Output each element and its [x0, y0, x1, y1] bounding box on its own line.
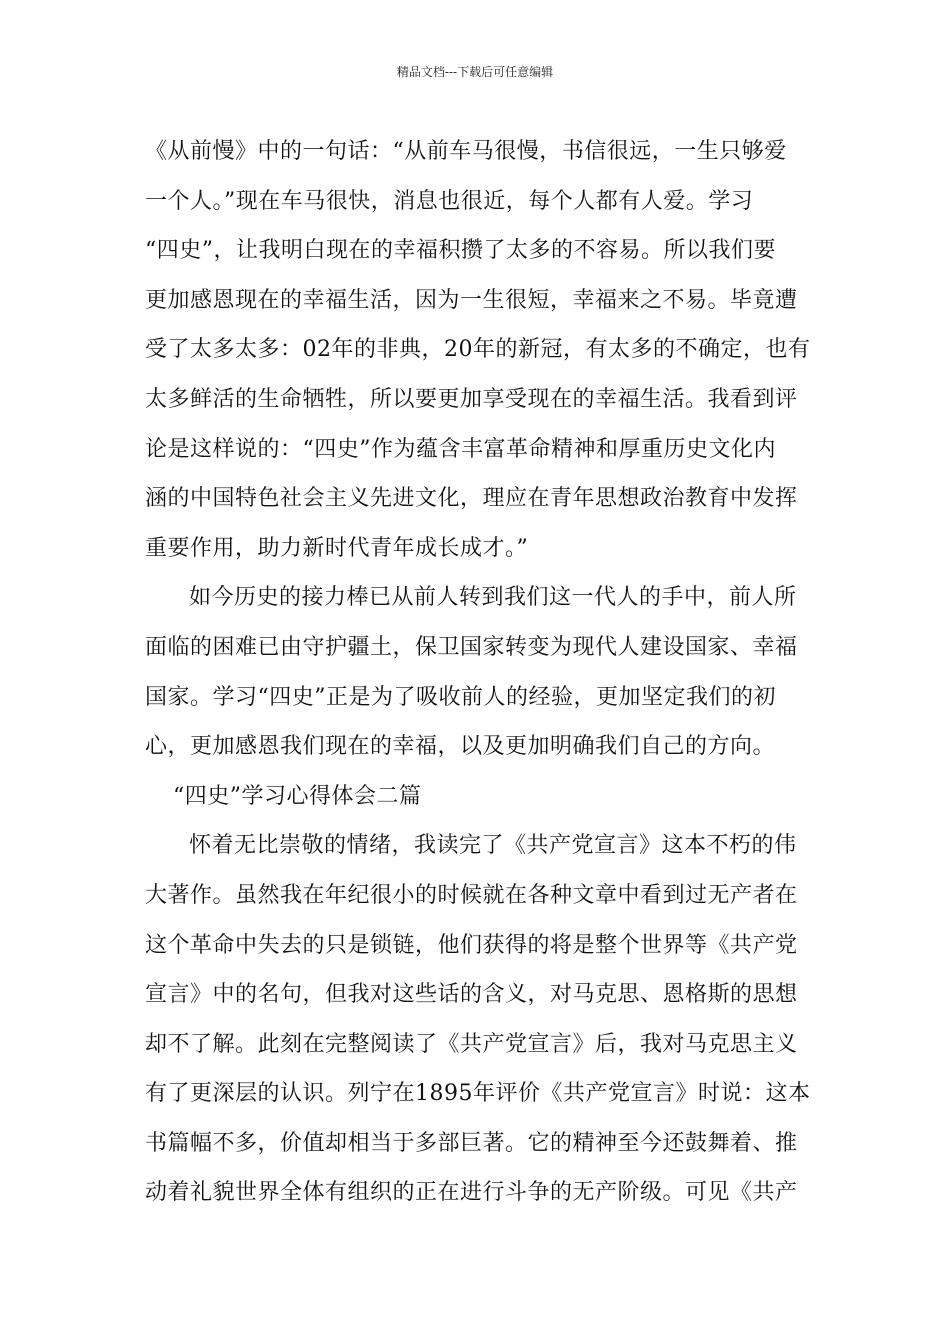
text-line: 心，更加感恩我们现在的幸福，以及更加明确我们自己的方向。	[145, 734, 776, 760]
text-line: 却不了解。此刻在完整阅读了《共产党宣言》后，我对马克思主义	[145, 1031, 798, 1057]
page-header: 精品文档---下载后可任意编辑	[396, 65, 554, 79]
text-line: 涵的中国特色社会主义先进文化，理应在青年思想政治教育中发挥	[145, 486, 798, 512]
text-line: “四史”，让我明白现在的幸福积攒了太多的不容易。所以我们要	[145, 238, 776, 264]
text-line: 一个人。”现在车马很快，消息也很近，每个人都有人爱。学习	[145, 188, 754, 214]
text-line: 更加感恩现在的幸福生活，因为一生很短，幸福来之不易。毕竟遭	[145, 287, 798, 313]
text-line: 这个革命中失去的只是锁链，他们获得的将是整个世界等《共产党	[145, 932, 798, 958]
text-line: 书篇幅不多，价值却相当于多部巨著。它的精神至今还鼓舞着、推	[145, 1130, 798, 1156]
text-line: 宣言》中的名句，但我对这些话的含义，对马克思、恩格斯的思想	[145, 982, 798, 1008]
text-line: 大著作。虽然我在年纪很小的时候就在各种文章中看到过无产者在	[145, 882, 798, 908]
text-line: 太多鲜活的生命牺牲，所以要更加享受现在的幸福生活。我看到评	[145, 386, 798, 412]
section-heading: “四史”学习心得体会二篇	[173, 783, 422, 809]
text-line: 《从前慢》中的一句话：“从前车马很慢，书信很远，一生只够爱	[145, 139, 787, 164]
text-line: 有了更深层的认识。列宁在1895年评价《共产党宣言》时说：这本	[145, 1081, 811, 1107]
text-line: 国家。学习“四史”正是为了吸收前人的经验，更加坚定我们的初	[145, 684, 776, 710]
text-line: 论是这样说的：“四史”作为蕴含丰富革命精神和厚重历史文化内	[145, 436, 776, 462]
text-line: 受了太多太多：02年的非典，20年的新冠，有太多的不确定，也有	[145, 337, 811, 363]
text-line: 面临的困难已由守护疆土，保卫国家转变为现代人建设国家、幸福	[145, 634, 798, 660]
paragraph-start-line: 如今历史的接力棒已从前人转到我们这一代人的手中，前人所	[189, 585, 797, 611]
text-line: 动着礼貌世界全体有组织的正在进行斗争的无产阶级。可见《共产	[145, 1180, 798, 1206]
text-line: 重要作用，助力新时代青年成长成才。”	[145, 535, 529, 561]
document-body	[145, 127, 811, 1218]
paragraph-start-line: 怀着无比崇敬的情绪，我读完了《共产党宣言》这本不朽的伟	[189, 833, 797, 859]
